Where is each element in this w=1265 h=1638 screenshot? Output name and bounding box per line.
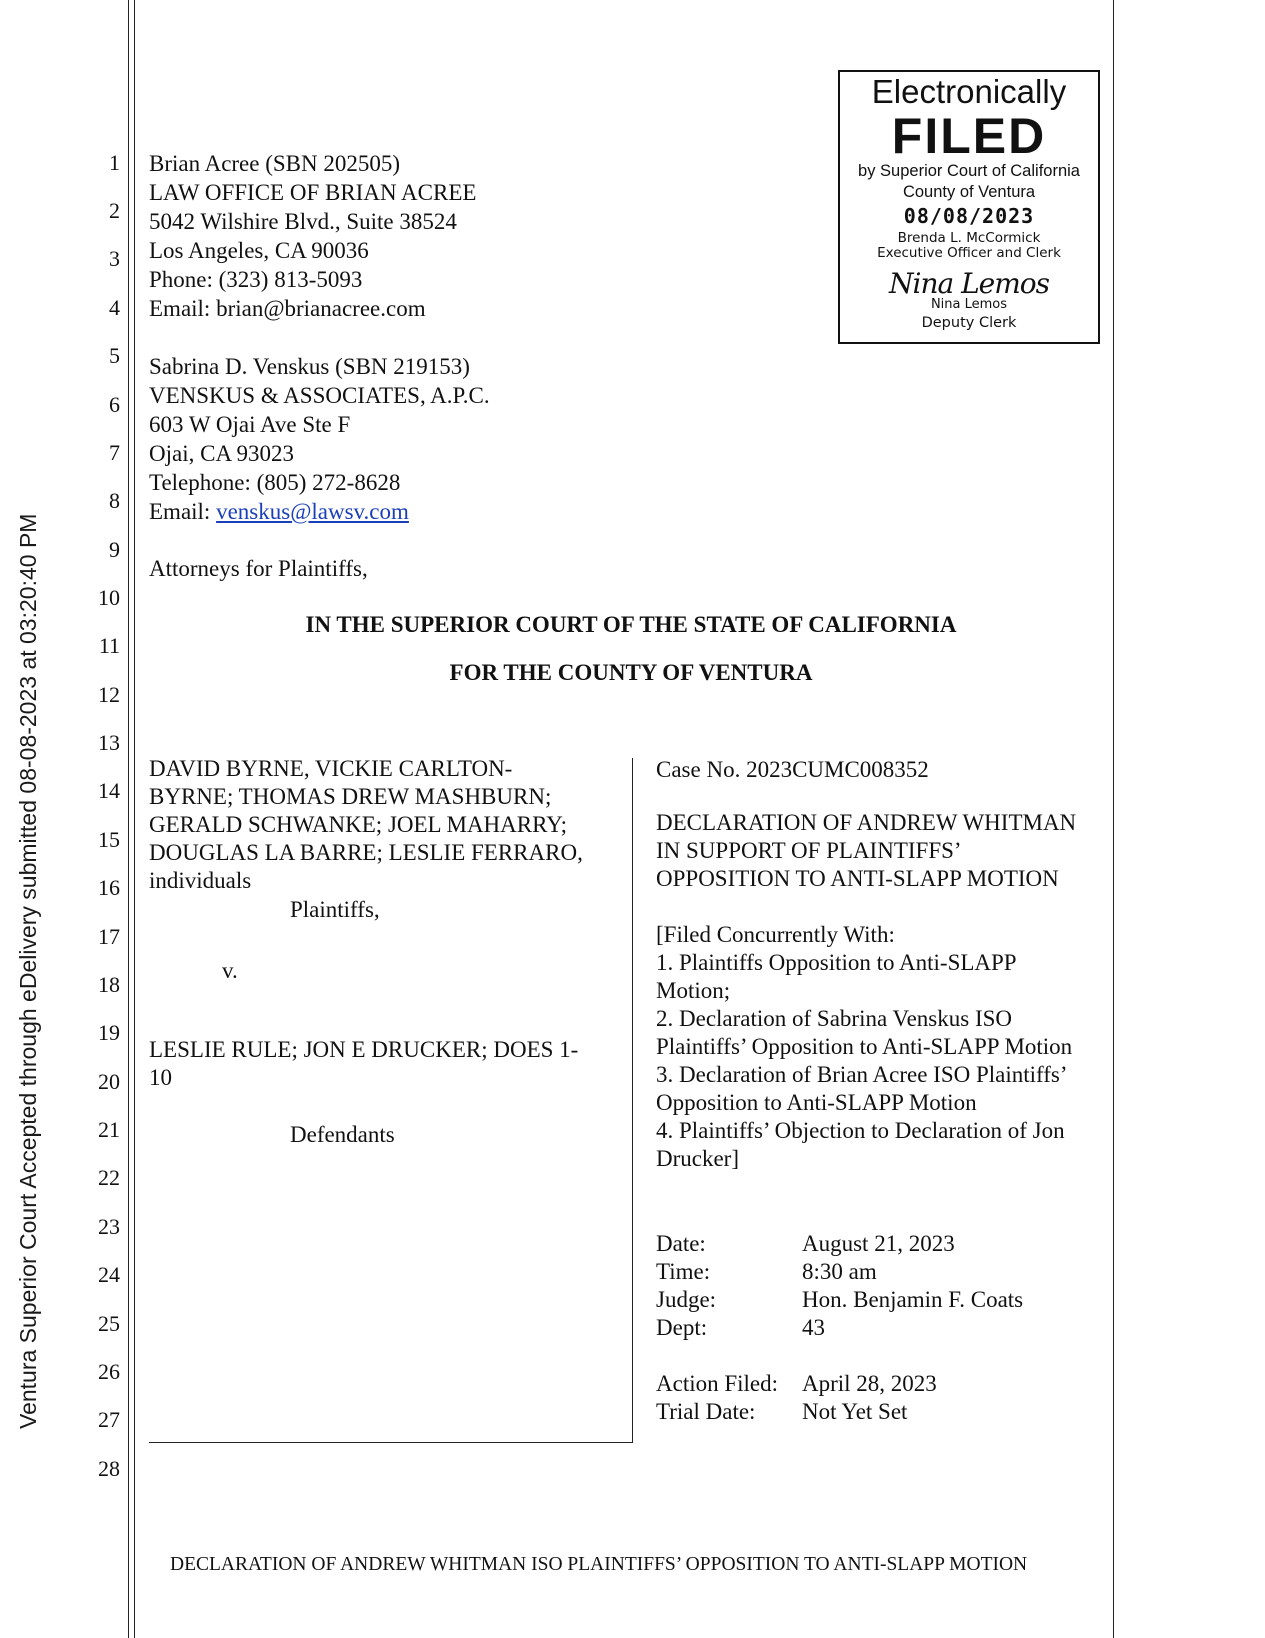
counsel-block-acree xyxy=(149,149,476,323)
stamp-date: 08/08/2023 xyxy=(903,204,1035,228)
document-title xyxy=(656,809,1076,893)
left-margin-rule-inner xyxy=(134,0,135,1638)
counsel-email: Email: brian@brianacree.com xyxy=(149,296,426,321)
document-title-line: DECLARATION OF ANDREW WHITMAN xyxy=(656,810,1077,835)
stamp-court: by Superior Court of California xyxy=(858,162,1080,180)
stamp-electronically: Electronically xyxy=(871,73,1067,110)
hearing-label: Dept: xyxy=(656,1315,708,1340)
plaintiff-line: BYRNE; THOMAS DREW MASHBURN; xyxy=(149,784,552,809)
stamp-officer-title: Executive Officer and Clerk xyxy=(877,245,1061,261)
hearing-label: Time: xyxy=(656,1259,711,1284)
line-number: 6 xyxy=(109,392,120,417)
hearing-value: August 21, 2023 xyxy=(802,1231,955,1256)
hearing-row xyxy=(656,1286,1023,1314)
hearing-value: Hon. Benjamin F. Coats xyxy=(802,1287,1024,1312)
defendant-line: 10 xyxy=(149,1065,172,1090)
left-margin-rule-outer xyxy=(128,0,129,1638)
filed-with-line: 2. Declaration of Sabrina Venskus ISO xyxy=(656,1006,1013,1031)
filed-with-line: Opposition to Anti-SLAPP Motion xyxy=(656,1090,977,1115)
date-label: Action Filed: xyxy=(656,1371,779,1396)
county-title: FOR THE COUNTY OF VENTURA xyxy=(449,660,813,685)
stamp-clerk-name: Nina Lemos xyxy=(930,297,1008,312)
hearing-label: Date: xyxy=(656,1231,706,1256)
line-number: 20 xyxy=(98,1069,120,1094)
line-number: 28 xyxy=(98,1456,120,1481)
email-link[interactable]: venskus@lawsv.com xyxy=(216,499,409,524)
filed-with-line: 3. Declaration of Brian Acree ISO Plaintiffs’ xyxy=(656,1062,1068,1087)
filed-with-line: Drucker] xyxy=(656,1146,740,1171)
line-number: 1 xyxy=(109,150,120,175)
line-number: 7 xyxy=(109,440,120,465)
hearing-row xyxy=(656,1258,1023,1286)
stamp-county: County of Ventura xyxy=(902,183,1036,201)
line-number: 3 xyxy=(109,246,120,271)
defendant-line: LESLIE RULE; JON E DRUCKER; DOES 1- xyxy=(149,1037,579,1062)
page-footer: DECLARATION OF ANDREW WHITMAN ISO PLAINTIFFS’ OPPOSITION TO ANTI-SLAPP MOTION xyxy=(170,1554,1028,1575)
counsel-address-line: Ojai, CA 93023 xyxy=(149,441,295,466)
date-row xyxy=(656,1398,937,1426)
plaintiff-line: GERALD SCHWANKE; JOEL MAHARRY; xyxy=(149,812,568,837)
line-number: 11 xyxy=(98,633,120,658)
line-number: 21 xyxy=(98,1117,120,1142)
line-number: 4 xyxy=(109,295,120,320)
caption-divider-horizontal xyxy=(149,1442,633,1443)
right-margin-rule xyxy=(1113,0,1114,1638)
line-number: 24 xyxy=(98,1262,120,1287)
line-number: 13 xyxy=(98,730,120,755)
filed-with-line: Motion; xyxy=(656,978,731,1003)
attorneys-for: Attorneys for Plaintiffs, xyxy=(149,556,368,581)
line-number: 18 xyxy=(98,972,120,997)
counsel-block-venskus xyxy=(149,352,490,526)
line-number: 25 xyxy=(98,1311,120,1336)
counsel-firm: VENSKUS & ASSOCIATES, A.P.C. xyxy=(149,383,490,408)
date-value: Not Yet Set xyxy=(802,1399,908,1424)
filed-with-line: Plaintiffs’ Opposition to Anti-SLAPP Motion xyxy=(656,1034,1073,1059)
counsel-name: Sabrina D. Venskus (SBN 219153) xyxy=(149,354,470,379)
caption-divider-vertical xyxy=(632,758,633,1443)
case-dates xyxy=(656,1370,937,1426)
counsel-phone: Telephone: (805) 272-8628 xyxy=(149,470,401,495)
plaintiffs-label: Plaintiffs, xyxy=(290,897,380,922)
line-number: 9 xyxy=(109,537,120,562)
document-title-line: IN SUPPORT OF PLAINTIFFS’ xyxy=(656,838,962,863)
counsel-email-row xyxy=(149,497,490,526)
line-number: 22 xyxy=(98,1165,120,1190)
line-number: 10 xyxy=(98,585,120,610)
line-number: 16 xyxy=(98,875,120,900)
court-filed-stamp xyxy=(838,70,1100,344)
line-number: 8 xyxy=(109,488,120,513)
filed-concurrently xyxy=(656,921,1072,1173)
date-label: Trial Date: xyxy=(656,1399,756,1424)
line-number: 27 xyxy=(98,1407,120,1432)
date-value: April 28, 2023 xyxy=(802,1371,937,1396)
line-number: 14 xyxy=(98,778,120,803)
line-number: 26 xyxy=(98,1359,120,1384)
hearing-info xyxy=(656,1230,1023,1342)
stamp-clerk-title: Deputy Clerk xyxy=(921,315,1017,331)
line-number: 5 xyxy=(109,343,120,368)
stamp-officer: Brenda L. McCormick xyxy=(897,230,1041,246)
line-number: 19 xyxy=(98,1020,120,1045)
counsel-address-line: 5042 Wilshire Blvd., Suite 38524 xyxy=(149,209,457,234)
filed-with-line: 1. Plaintiffs Opposition to Anti-SLAPP xyxy=(656,950,1017,975)
stamp-signature: Nina Lemos xyxy=(888,267,1050,300)
versus: v. xyxy=(222,958,238,983)
hearing-row xyxy=(656,1314,1023,1342)
defendants-label: Defendants xyxy=(290,1122,395,1147)
counsel-firm: LAW OFFICE OF BRIAN ACREE xyxy=(149,180,477,205)
date-row xyxy=(656,1370,937,1398)
counsel-name: Brian Acree (SBN 202505) xyxy=(149,151,401,176)
hearing-label: Judge: xyxy=(656,1287,717,1312)
plaintiff-line: DOUGLAS LA BARRE; LESLIE FERRARO, xyxy=(149,840,583,865)
stamp-filed: FILED xyxy=(891,108,1047,164)
counsel-email-label: Email: xyxy=(149,499,217,524)
hearing-row xyxy=(656,1230,1023,1258)
line-number: 12 xyxy=(98,682,120,707)
document-title-line: OPPOSITION TO ANTI-SLAPP MOTION xyxy=(656,866,1059,891)
hearing-value: 8:30 am xyxy=(802,1259,877,1284)
counsel-address-line: Los Angeles, CA 90036 xyxy=(149,238,369,263)
line-number: 23 xyxy=(98,1214,120,1239)
case-number: Case No. 2023CUMC008352 xyxy=(656,757,929,782)
line-number: 17 xyxy=(98,924,120,949)
court-title: IN THE SUPERIOR COURT OF THE STATE OF CALIFORNIA xyxy=(305,612,957,637)
plaintiff-line: DAVID BYRNE, VICKIE CARLTON- xyxy=(149,756,513,781)
hearing-value: 43 xyxy=(802,1315,825,1340)
counsel-address-line: 603 W Ojai Ave Ste F xyxy=(149,412,351,437)
plaintiffs-list xyxy=(149,755,583,895)
side-submission-stamp: Ventura Superior Court Accepted through eDelivery submitted 08-08-2023 at 03:20:40 PM xyxy=(15,513,41,1429)
filed-with-line: 4. Plaintiffs’ Objection to Declaration of Jon xyxy=(656,1118,1065,1143)
plaintiff-line: individuals xyxy=(149,868,252,893)
line-number: 15 xyxy=(98,827,120,852)
counsel-phone: Phone: (323) 813-5093 xyxy=(149,267,363,292)
line-number: 2 xyxy=(109,198,120,223)
defendants-list xyxy=(149,1036,578,1092)
filed-with-line: [Filed Concurrently With: xyxy=(656,922,895,947)
